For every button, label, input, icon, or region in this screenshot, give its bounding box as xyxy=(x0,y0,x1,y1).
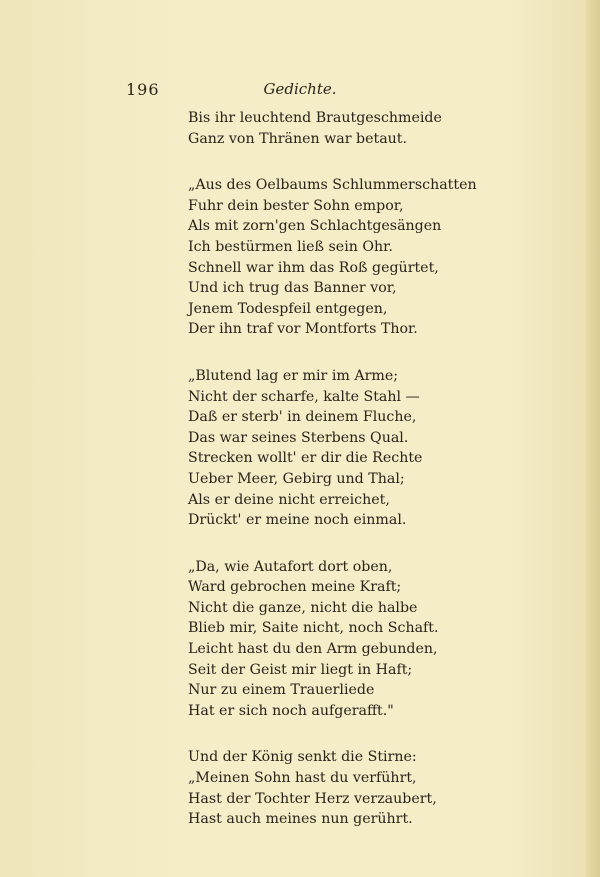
verse-line: Der ihn traf vor Montforts Thor. xyxy=(188,321,418,338)
verse-line: Und der König senkt die Stirne: xyxy=(188,749,417,766)
poem-body xyxy=(188,108,568,856)
verse-line: Blieb mir, Saite nicht, noch Schaft. xyxy=(188,620,439,637)
verse-line: „Blutend lag er mir im Arme; xyxy=(188,367,398,384)
verse-line: Strecken wollt' er dir die Rechte xyxy=(188,450,423,467)
running-title: Gedichte. xyxy=(263,80,337,98)
stanza xyxy=(188,366,568,531)
verse-line: „Meinen Sohn hast du verführt, xyxy=(188,770,417,787)
verse-line: Hast der Tochter Herz verzaubert, xyxy=(188,790,437,807)
verse-line: Jenem Todespfeil entgegen, xyxy=(188,300,388,317)
verse-line: Bis ihr leuchtend Brautgeschmeide xyxy=(188,110,442,126)
verse-line: Ganz von Thränen war betaut. xyxy=(188,130,408,147)
stanza xyxy=(188,108,568,149)
verse-line: Nur zu einem Trauerliede xyxy=(188,682,375,699)
verse-line: Ich bestürmen ließ sein Ohr. xyxy=(188,238,393,255)
verse-line: Ueber Meer, Gebirg und Thal; xyxy=(188,470,405,487)
verse-line: „Aus des Oelbaums Schlummerschatten xyxy=(188,177,477,194)
stanza xyxy=(188,557,568,722)
verse-line: Nicht der scharfe, kalte Stahl — xyxy=(188,388,420,405)
verse-line: Das war seines Sterbens Qual. xyxy=(188,429,409,446)
stanza xyxy=(188,175,568,340)
verse-line: Schnell war ihm das Roß gegürtet, xyxy=(188,259,439,276)
verse-line: Als er deine nicht erreichet, xyxy=(188,491,390,508)
verse-line: Fuhr dein bester Sohn empor, xyxy=(188,197,404,214)
verse-line: „Da, wie Autafort dort oben, xyxy=(188,558,393,575)
verse-line: Hat er sich noch aufgerafft." xyxy=(188,702,394,719)
stanza xyxy=(188,747,568,829)
page-edge xyxy=(586,0,600,877)
verse-line: Ward gebrochen meine Kraft; xyxy=(188,579,402,596)
verse-line: Drückt' er meine noch einmal. xyxy=(188,512,407,529)
verse-line: Und ich trug das Banner vor, xyxy=(188,280,397,297)
verse-line: Daß er sterb' in deinem Fluche, xyxy=(188,409,417,426)
page-number: 196 xyxy=(126,80,160,99)
verse-line: Nicht die ganze, nicht die halbe xyxy=(188,599,418,616)
verse-line: Leicht hast du den Arm gebunden, xyxy=(188,641,438,658)
verse-line: Hast auch meines nun gerührt. xyxy=(188,811,413,828)
verse-line: Als mit zorn'gen Schlachtgesängen xyxy=(188,218,442,235)
verse-line: Seit der Geist mir liegt in Haft; xyxy=(188,661,413,678)
